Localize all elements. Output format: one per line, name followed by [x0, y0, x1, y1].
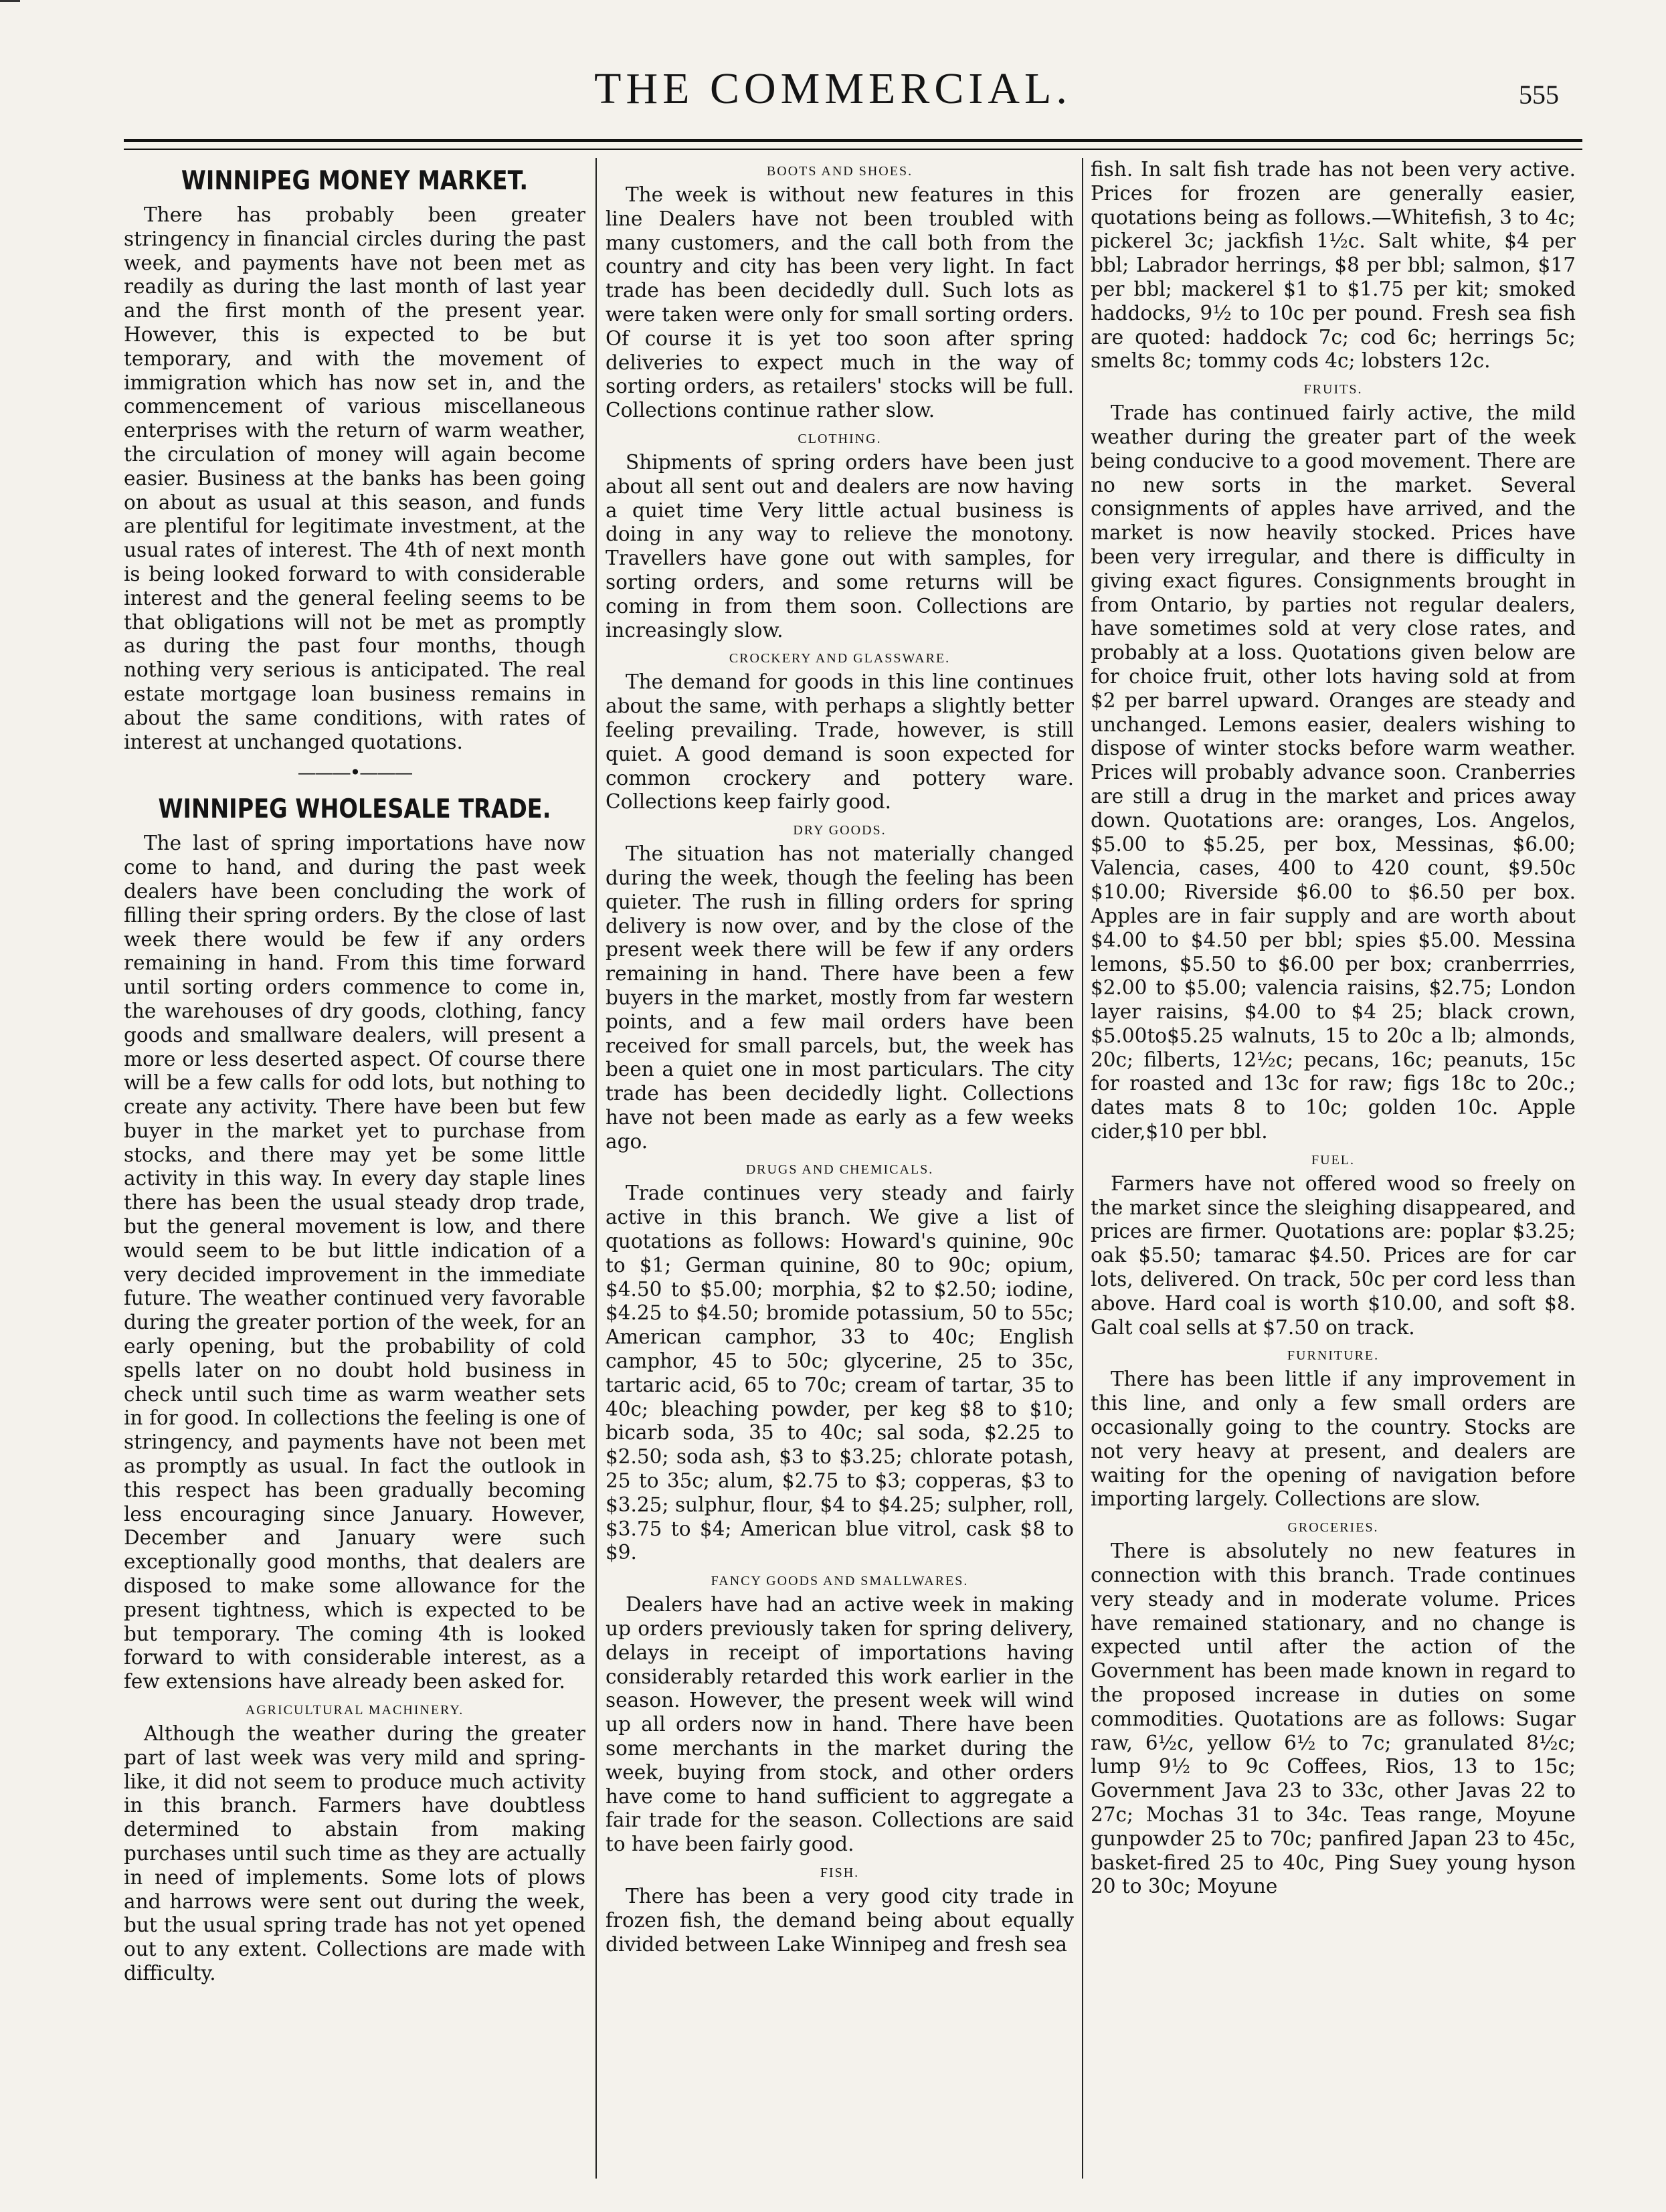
drugs-article: Trade continues very steady and fairly active in this branch. We give a list of quotations as follows: Howard's quinine, 90c to $1; German quinine, 80 to 90c; opium, $4.50 to $5.00; morphia, $2 to $2.50; iodine, $4.25 to $4.50; bromide potassium, 50 to 55c; American camphor, 33 to 40c; English camphor, 45 to 50c; glycerine, 25 to 35c, tartaric acid, 65 to 70c; cream of tartar, 35 to 40c; bleaching powder, per keg $8 to $10; bicarb soda, 35 to 40c; sal soda, $2.25 to $2.50; soda ash, $3 to $3.25; chlorate potash, 25 to 35c; alum, $2.75 to $3; copperas, $3 to $3.25; sulphur, flour, $4 to $4.25; sulpher, roll, $3.75 to $4; American blue vitrol, cask $8 to $9.: [606, 1182, 1074, 1564]
money-market-article: There has probably been greater stringency in financial circles during the past week, and payments have not been met as readily as during the last month of last year and the first month of the present year. However, this is expected to be but temporary, and with the movement of immigration which has now set in, and the commencement of various miscellaneous enterprises with the return of warm weather, the circulation of money will again become easier. Business at the banks has been going on about as usual at this season, and funds are plentiful for legitimate investment, at the usual rates of interest. The 4th of next month is being looked forward to with considerable interest and the general feeling seems to be that obligations will not be met as promptly as during the past four months, though nothing very serious is anticipated. The real estate mortgage loan business remains in about the same conditions, with rates of interest at unchanged quotations.: [124, 203, 585, 753]
page-number: 555: [1519, 80, 1559, 110]
masthead-title: THE COMMERCIAL.: [594, 64, 1072, 113]
column-3: [1091, 158, 1576, 2179]
crockery-heading: CROCKERY AND GLASSWARE.: [729, 651, 951, 666]
fish-article-continued: fish. In salt fish trade has not been very active. Prices for frozen are generally easier, quotations being as follows.—Whitefish, 3 to 4c; pickerel 3c; jackfish 1½c. Salt white, $4 per bbl; Labrador herrings, $8 per bbl; salmon, $17 per bbl; mackerel $1 to $1.75 per kit; smoked haddocks, 9½ to 10c per pound. Fresh sea fish are quoted: haddock 7c; cod 6c; herrings 5c; smelts 8c; tommy cods 4c; lobsters 12c.: [1091, 158, 1576, 373]
fuel-article: Farmers have not offered wood so freely on the market since the sleighing disappeared, and prices are firmer. Quotations are: poplar $3.25; oak $5.50; tamarac $4.50. Prices are for car lots, delivered. On track, 50c per cord less than above. Hard coal is worth $10.00, and soft $8. Galt coal sells at $7.50 on track.: [1091, 1172, 1576, 1339]
boots-shoes-article: The week is without new features in this line Dealers have not been troubled with many customers, and the call both from the country and city has been very light. In fact trade has been decidedly dull. Such lots as were taken were only for small sorting orders. Of course it is yet too soon after spring deliveries to expect much in the way of sorting orders, as retailers' stocks will be full. Collections continue rather slow.: [606, 183, 1074, 422]
drugs-heading: DRUGS AND CHEMICALS.: [745, 1162, 934, 1178]
boots-shoes-heading: BOOTS AND SHOES.: [766, 164, 913, 179]
dry-goods-article: The situation has not materially changed during the week, though the feeling has been quieter. The rush in filling orders for spring delivery is now over, and by the close of the present week there will be few if any orders remaining in hand. There have been a few buyers in the market, mostly from far western points, and a few mail orders have been received for small parcels, but, the week has been a quiet one in most particulars. The city trade has been decidedly light. Collections have not been made as early as a few weeks ago.: [606, 842, 1074, 1153]
column-divider-1: [595, 158, 597, 2179]
dry-goods-heading: DRY GOODS.: [793, 823, 887, 838]
fish-heading: FISH.: [820, 1865, 860, 1880]
fancy-goods-heading: FANCY GOODS AND SMALLWARES.: [711, 1574, 969, 1589]
groceries-article: There is absolutely no new features in connection with this branch. Trade continues very steady and in moderate volume. Prices have remained stationary, and no change is expected until after the action of the Government has been made known in regard to the proposed increase in duties on some commodities. Quotations are as follows: Sugar raw, 6½c, yellow 6½ to 7c; granulated 8½c; lump 9½ to 9c Coffees, Rios, 13 to 15c; Government Java 23 to 33c, other Javas 22 to 27c; Mochas 31 to 34c. Teas range, Moyune gunpowder 25 to 70c; panfired Japan 23 to 45c, basket-fired 25 to 40c, Ping Suey young hyson 20 to 30c; Moyune: [1091, 1540, 1576, 1898]
clothing-article: Shipments of spring orders have been just about all sent out and dealers are now having a quiet time Very little actual business is doing in any way to relieve the monotony. Travellers have gone out with samples, for sorting orders, and some returns will be coming in from them soon. Collections are increasingly slow.: [606, 450, 1074, 642]
column-1: [124, 158, 585, 2179]
fruits-heading: FRUITS.: [1303, 382, 1363, 397]
furniture-article: There has been little if any improvement in this line, and only a few small orders are occasionally going to the country. Stocks are not very heavy at present, and dealers are waiting for the opening of navigation before importing largely. Collections are slow.: [1091, 1368, 1576, 1511]
header-rule-thick: [124, 139, 1582, 142]
fuel-heading: FUEL.: [1311, 1152, 1355, 1168]
crockery-article: The demand for goods in this line continues about the same, with perhaps a slightly better feeling prevailing. Trade, however, is still quiet. A good demand is soon expected for common crockery and pottery ware. Collections keep fairly good.: [606, 670, 1074, 814]
clothing-heading: CLOTHING.: [798, 431, 882, 446]
column-2: [606, 158, 1074, 2179]
fancy-goods-article: Dealers have had an active week in making up orders previously taken for spring delivery, delays in receipt of importations having considerably retarded this work earlier in the season. However, the present week will wind up all orders now in hand. There have been some merchants in the market during the week, buying from stock, and other orders have come to hand sufficient to aggregate a fair trade for the season. Collections are said to have been fairly good.: [606, 1593, 1074, 1856]
fruits-article: Trade has continued fairly active, the mild weather during the greater part of the week being conducive to a good movement. There are no new sorts in the market. Several consignments of apples have arrived, and the market is now heavily stocked. Prices have been very irregular, and there is difficulty in giving exact figures. Consignments brought in from Ontario, by parties not regular dealers, have sometimes sold at very close rates, and probably at a loss. Quotations given below are for choice fruit, other lots having sold at from $2 per barrel upward. Oranges are steady and unchanged. Lemons easier, dealers wishing to dispose of winter stocks before warm weather. Prices will probably advance soon. Cranberries are still a drug in the market and prices away down. Quotations are: oranges, Los. Angelos, $5.00 to $5.25, per box, Messinas, $6.00; Valencia, cases, 400 to 420 count, $9.50c $10.00; Riverside $6.00 to $6.50 per box. Apples are in fair supply and are worth about $4.00 to $4.50 per bbl; spies $5.00. Messina lemons, $5.50 to $6.00 per box; cranberrries, $2.00 to $5.00; valencia raisins, $2.75; London layer raisins, $4.00 to $4 25; black crown, $5.00to$5.25 walnuts, 15 to 20c a lb; almonds, 20c; filberts, 12½c; pecans, 16c; peanuts, 15c for roasted and 13c for raw; figs 18c to 20c.; dates mats 8 to 10c; golden 10c. Apple cider,$10 per bbl.: [1091, 401, 1576, 1143]
agricultural-machinery-heading: AGRICULTURAL MACHINERY.: [245, 1703, 464, 1718]
groceries-heading: GROCERIES.: [1287, 1520, 1379, 1536]
edge-mark: [0, 0, 20, 6]
agricultural-machinery-article: Although the weather during the greater part of last week was very mild and spring-like, it did not seem to produce much activity in this branch. Farmers have doubtless determined to abstain from making purchases until such time as they are actually in need of implements. Some lots of plows and harrows were sent out during the week, but the usual spring trade has not yet opened out to any extent. Collections are made with difficulty.: [124, 1722, 585, 1985]
fish-article: There has been a very good city trade in frozen fish, the demand being about equally divided between Lake Winnipeg and fresh sea: [606, 1885, 1074, 1956]
furniture-heading: FURNITURE.: [1287, 1348, 1380, 1364]
wholesale-trade-article: The last of spring importations have now come to hand, and during the past week dealers have been concluding the work of filling their spring orders. By the close of last week there would be few if any orders remaining in hand. From this time forward until sorting orders commence to come in, the warehouses of dry goods, clothing, fancy goods and smallware dealers, will present a more or less deserted aspect. Of course there will be a few calls for odd lots, but nothing to create any activity. There have been but few buyer in the market yet to purchase from stocks, and there may yet be some little activity in this way. In every day staple lines there has been the usual steady drop trade, but the general movement is low, and there would seem to be but little indication of a very decided improvement in the immediate future. The weather continued very favorable during the greater portion of the week, for an early opening, but the probability of cold spells later on no doubt hold business in check until such time as warm weather sets in for good. In collections the feeling is one of stringency, and payments have not been met as promptly as usual. In fact the outlook in this respect has been gradually becoming less encouraging since January. However, December and January were such exceptionally good months, that dealers are disposed to make some allowance for the present tightness, which is expected to be but temporary. The coming 4th is looked forward to with considerable interest, as a few extensions have already been asked for.: [124, 832, 585, 1693]
column-divider-2: [1082, 158, 1083, 2179]
money-market-headline: WINNIPEG MONEY MARKET.: [181, 166, 529, 196]
section-divider: ———•———: [297, 761, 412, 784]
wholesale-trade-headline: WINNIPEG WHOLESALE TRADE.: [158, 794, 551, 825]
header-rule-thin: [124, 149, 1582, 150]
